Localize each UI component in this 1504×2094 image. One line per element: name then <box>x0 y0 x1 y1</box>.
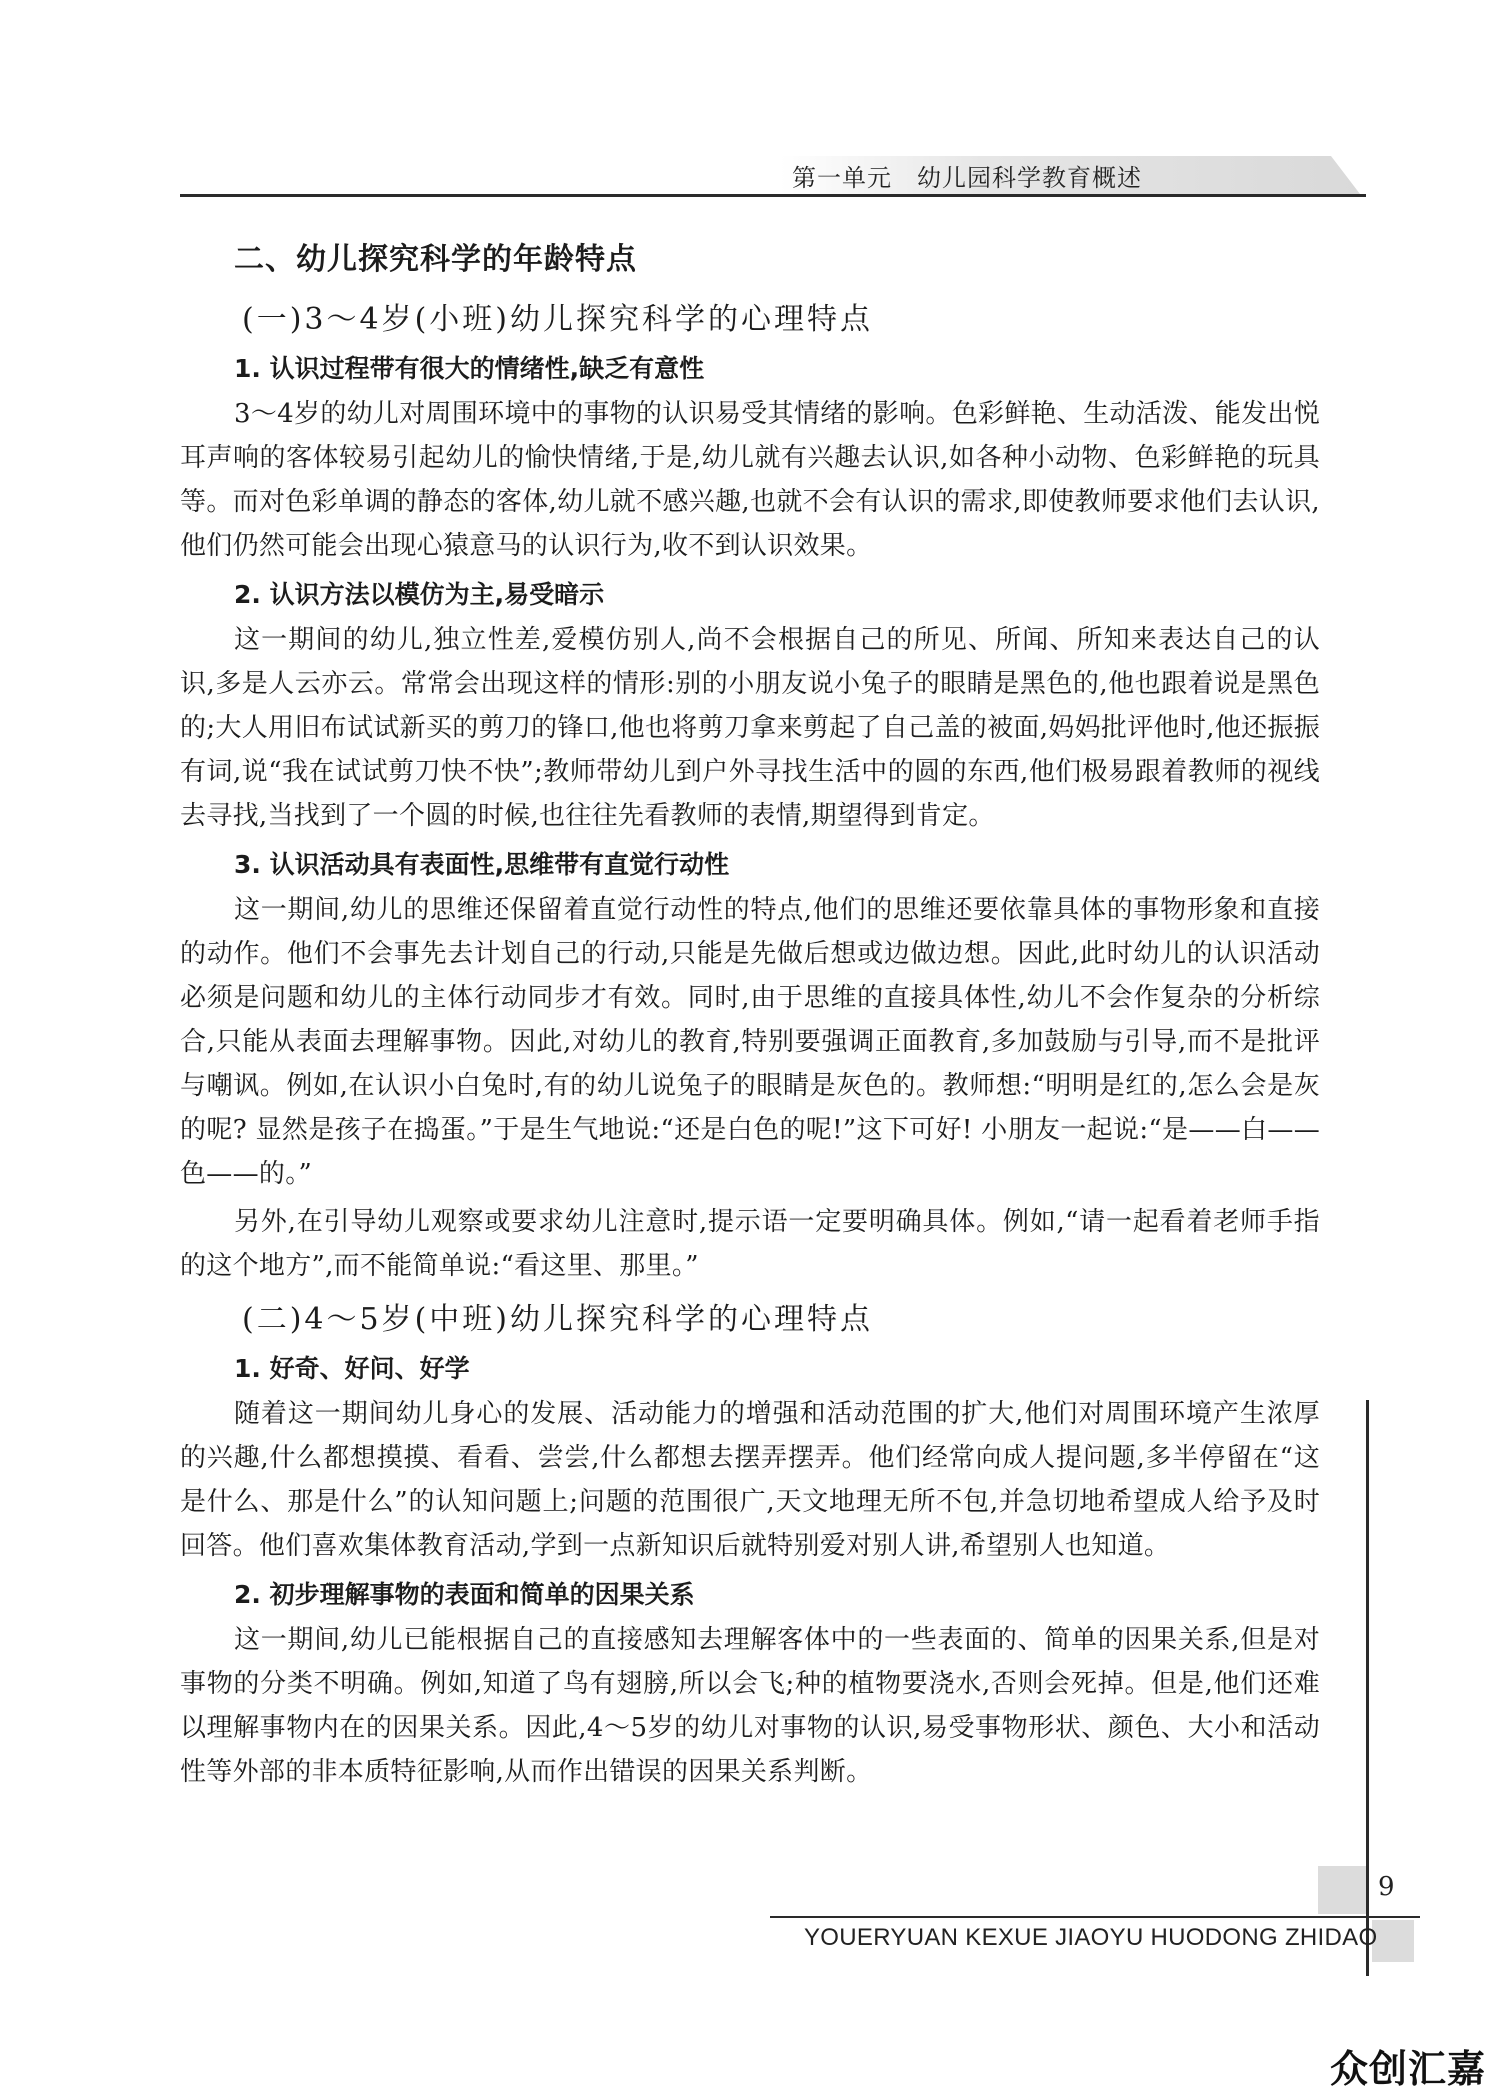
page-number-shade <box>1372 1920 1414 1962</box>
paragraph: 这一期间,幼儿的思维还保留着直觉行动性的特点,他们的思维还要依靠具体的事物形象和直接的动作。他们不会事先去计划自己的行动,只能是先做后想或边做边想。因此,此时幼儿的认识活动必须是问题和幼儿的主体行动同步才有效。同时,由于思维的直接具体性,幼儿不会作复杂的分析综合,只能从表面去理解事物。因此,对幼儿的教育,特别要强调正面教育,多加鼓励与引导,而不是批评与嘲讽。例如,在认识小白兔时,有的幼儿说兔子的眼睛是灰色的。教师想:“明明是红的,怎么会是灰的呢? 显然是孩子在捣蛋。”于是生气地说:“还是白色的呢!”这下可好! 小朋友一起说:“是——白——色——的。” <box>180 895 1320 1189</box>
point-heading: 1. 好奇、好问、好学 <box>234 1354 470 1383</box>
point-heading: 2. 认识方法以模仿为主,易受暗示 <box>234 580 605 609</box>
header-rule <box>180 194 1366 197</box>
paragraph: 3～4岁的幼儿对周围环境中的事物的认识易受其情绪的影响。色彩鲜艳、生动活泼、能发出悦耳声响的客体较易引起幼儿的愉快情绪,于是,幼儿就有兴趣去认识,如各种小动物、色彩鲜艳的玩具等。而对色彩单调的静态的客体,幼儿就不感兴趣,也就不会有认识的需求,即使教师要求他们去认识,他们仍然可能会出现心猿意马的认识行为,收不到认识效果。 <box>180 399 1320 561</box>
margin-rule <box>1366 1400 1369 1976</box>
page-number-shade <box>1318 1866 1366 1914</box>
point-heading: 2. 初步理解事物的表面和简单的因果关系 <box>234 1580 695 1609</box>
point-heading: 3. 认识活动具有表面性,思维带有直觉行动性 <box>234 850 730 879</box>
point-heading: 1. 认识过程带有很大的情绪性,缺乏有意性 <box>234 354 705 383</box>
page-body <box>180 228 1320 1798</box>
subsection-title-1: (一)3～4岁(小班)幼儿探究科学的心理特点 <box>242 302 873 337</box>
footer-series-title: YOUERYUAN KEXUE JIAOYU HUODONG ZHIDAO <box>804 1924 1378 1951</box>
paragraph: 随着这一期间幼儿身心的发展、活动能力的增强和活动范围的扩大,他们对周围环境产生浓厚的兴趣,什么都想摸摸、看看、尝尝,什么都想去摆弄摆弄。他们经常向成人提问题,多半停留在“这是什么、那是什么”的认知问题上;问题的范围很广,天文地理无所不包,并急切地希望成人给予及时回答。他们喜欢集体教育活动,学到一点新知识后就特别爱对别人讲,希望别人也知道。 <box>180 1399 1320 1561</box>
paragraph: 这一期间的幼儿,独立性差,爱模仿别人,尚不会根据自己的所见、所闻、所知来表达自己的认识,多是人云亦云。常常会出现这样的情形:别的小朋友说小兔子的眼睛是黑色的,他也跟着说是黑色的;大人用旧布试试新买的剪刀的锋口,他也将剪刀拿来剪起了自己盖的被面,妈妈批评他时,他还振振有词,说“我在试试剪刀快不快”;教师带幼儿到户外寻找生活中的圆的东西,他们极易跟着教师的视线去寻找,当找到了一个圆的时候,也往往先看教师的表情,期望得到肯定。 <box>180 625 1320 831</box>
running-header: 第一单元 幼儿园科学教育概述 <box>792 164 1142 192</box>
subsection-title-2: (二)4～5岁(中班)幼儿探究科学的心理特点 <box>242 1302 873 1337</box>
footer-rule <box>770 1916 1420 1918</box>
paragraph: 另外,在引导幼儿观察或要求幼儿注意时,提示语一定要明确具体。例如,“请一起看着老师手指的这个地方”,而不能简单说:“看这里、那里。” <box>180 1207 1320 1281</box>
page-number: 9 <box>1378 1872 1395 1902</box>
paragraph: 这一期间,幼儿已能根据自己的直接感知去理解客体中的一些表面的、简单的因果关系,但是对事物的分类不明确。例如,知道了鸟有翅膀,所以会飞;种的植物要浇水,否则会死掉。但是,他们还难以理解事物内在的因果关系。因此,4～5岁的幼儿对事物的认识,易受事物形状、颜色、大小和活动性等外部的非本质特征影响,从而作出错误的因果关系判断。 <box>180 1625 1320 1787</box>
section-title: 二、幼儿探究科学的年龄特点 <box>234 242 637 277</box>
watermark: 众创汇嘉 <box>1330 2047 1487 2091</box>
